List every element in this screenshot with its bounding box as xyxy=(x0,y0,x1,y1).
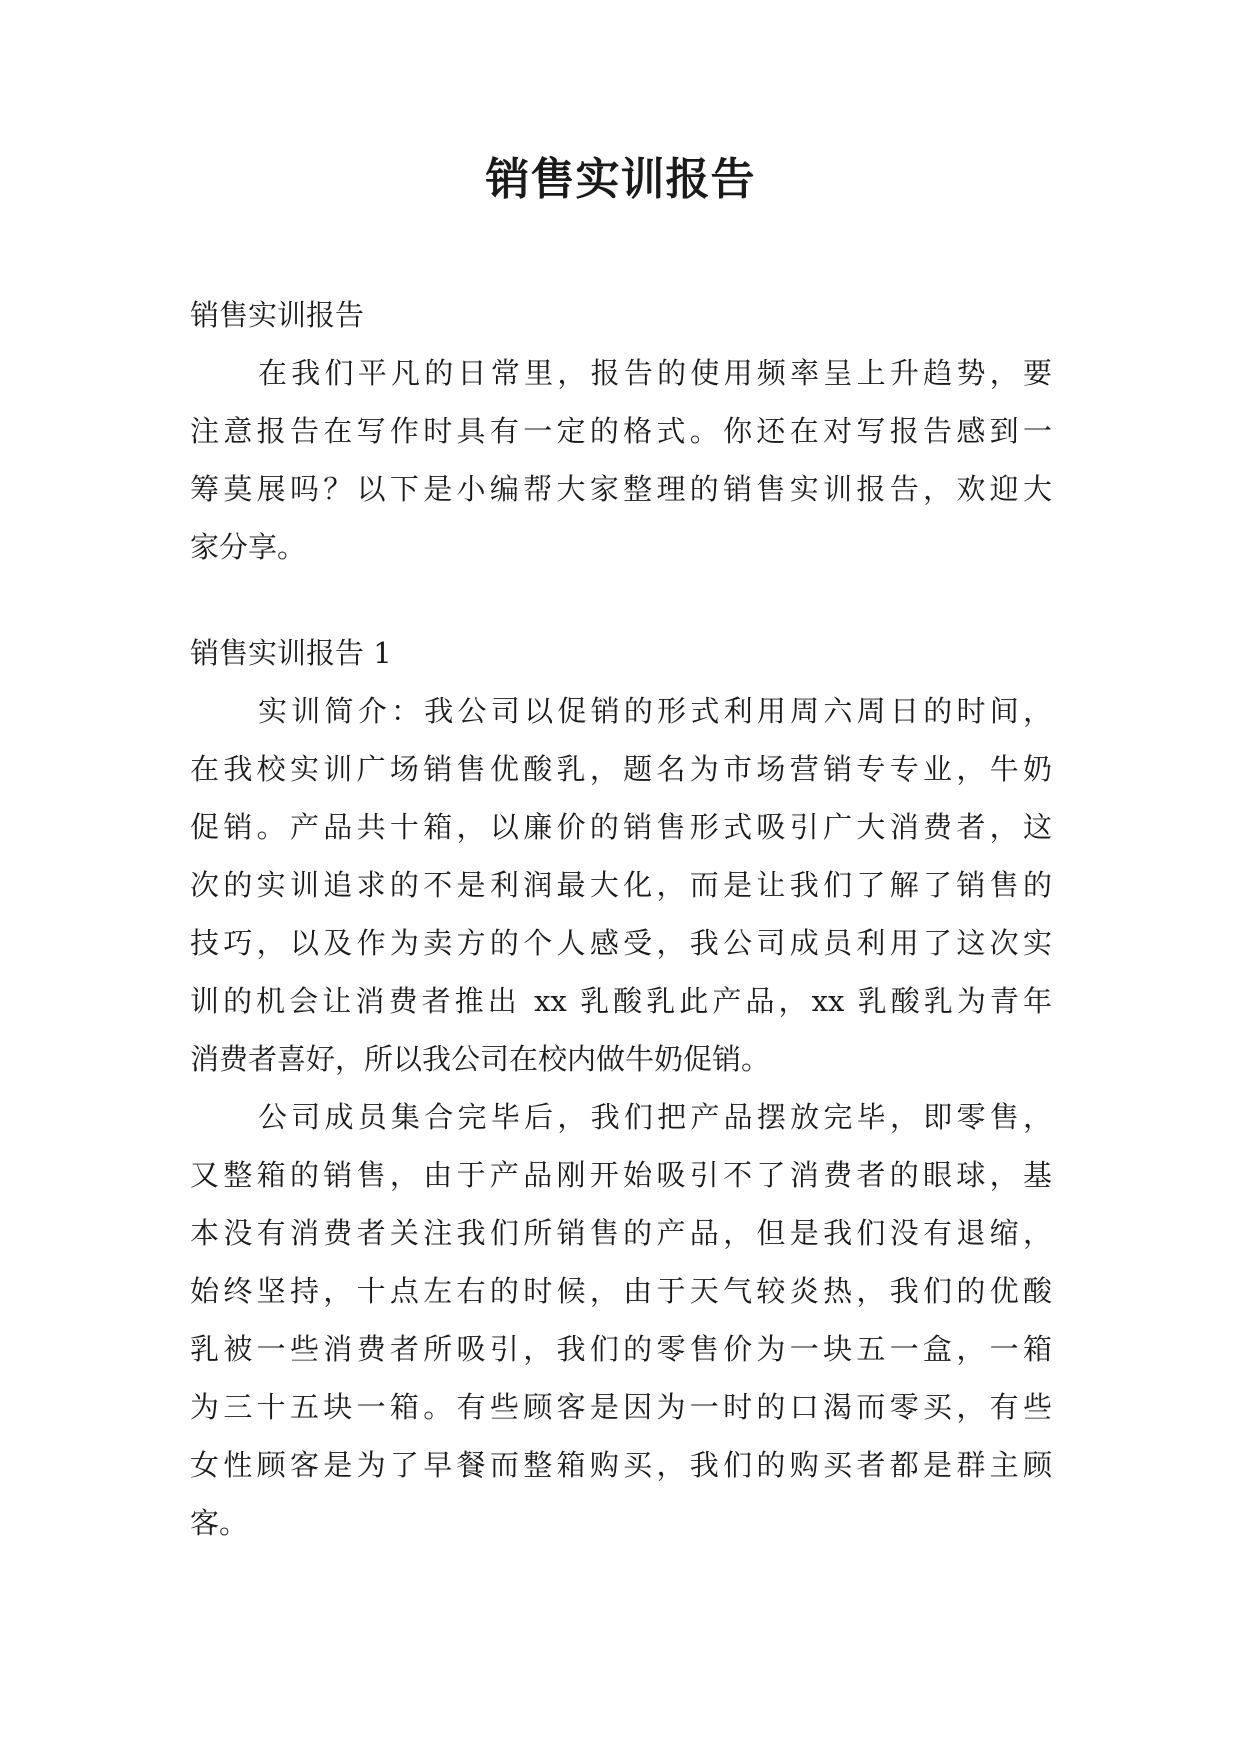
section-1-heading: 销售实训报告 1 xyxy=(190,636,392,670)
section-1-paragraph-2 xyxy=(190,1088,1052,1552)
paragraph-line: 为三十五块一箱。有些顾客是因为一时的口渴而零买，有些 xyxy=(190,1390,1052,1424)
section-1-paragraph-1 xyxy=(190,682,1052,1088)
paragraph-line: 女性顾客是为了早餐而整箱购买，我们的购买者都是群主顾 xyxy=(190,1448,1052,1482)
paragraph-line: 又整箱的销售，由于产品刚开始吸引不了消费者的眼球，基 xyxy=(190,1158,1052,1192)
document-title: 销售实训报告 xyxy=(485,154,756,205)
paragraph-line: 次的实训追求的不是利润最大化，而是让我们了解了销售的 xyxy=(190,868,1052,902)
intro-line: 在我们平凡的日常里，报告的使用频率呈上升趋势，要 xyxy=(258,356,1052,390)
intro-line: 筹莫展吗？以下是小编帮大家整理的销售实训报告，欢迎大 xyxy=(190,472,1052,506)
intro-paragraph xyxy=(190,344,1052,576)
paragraph-line: 消费者喜好，所以我公司在校内做牛奶促销。 xyxy=(190,1042,771,1076)
paragraph-line: 技巧，以及作为卖方的个人感受，我公司成员利用了这次实 xyxy=(190,926,1052,960)
paragraph-line: 实训简介：我公司以促销的形式利用周六周日的时间， xyxy=(258,694,1052,728)
intro-line: 注意报告在写作时具有一定的格式。你还在对写报告感到一 xyxy=(190,414,1052,448)
paragraph-line: 客。 xyxy=(190,1506,249,1540)
paragraph-line: 在我校实训广场销售优酸乳，题名为市场营销专专业，牛奶 xyxy=(190,752,1052,786)
paragraph-line: 乳被一些消费者所吸引，我们的零售价为一块五一盒，一箱 xyxy=(190,1332,1052,1366)
document-body xyxy=(190,286,1052,1552)
paragraph-line: 公司成员集合完毕后，我们把产品摆放完毕，即零售， xyxy=(258,1100,1052,1134)
paragraph-line: 促销。产品共十箱，以廉价的销售形式吸引广大消费者，这 xyxy=(190,810,1052,844)
paragraph-line: 训的机会让消费者推出 xx 乳酸乳此产品，xx 乳酸乳为青年 xyxy=(190,984,1052,1018)
intro-heading: 销售实训报告 xyxy=(190,298,365,332)
paragraph-line: 本没有消费者关注我们所销售的产品，但是我们没有退缩， xyxy=(190,1216,1052,1250)
section-spacer xyxy=(190,576,1052,624)
intro-line: 家分享。 xyxy=(190,530,307,564)
paragraph-line: 始终坚持，十点左右的时候，由于天气较炎热，我们的优酸 xyxy=(190,1274,1052,1308)
